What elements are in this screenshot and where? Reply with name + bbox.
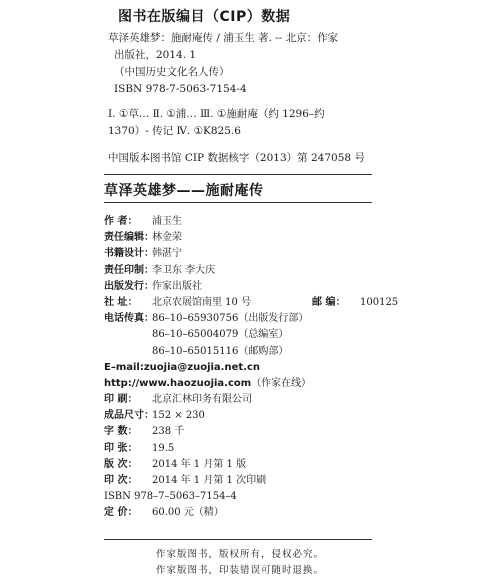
cip-record [108, 30, 468, 140]
sheets-value: 19.5 [152, 442, 175, 454]
postcode-label: 邮 编： [312, 296, 346, 308]
impression-value: 2014 年 1 月第 1 次印刷 [152, 475, 267, 486]
copyright-line: 作家版图书，版权所有，侵权必究。 [155, 549, 324, 560]
info-row-printing [104, 263, 464, 279]
postcode-value: 100125 [360, 296, 399, 308]
designer-value: 韩湛宁 [152, 248, 182, 260]
printing-label: 责任印制： [104, 264, 154, 276]
divider-top [104, 174, 372, 175]
info-row-isbn [104, 489, 464, 505]
info-row-author [104, 214, 464, 230]
info-row-price [104, 505, 464, 521]
words-label: 字 数： [104, 426, 138, 438]
info-row-phone [104, 311, 464, 327]
size-label: 成品尺寸： [104, 410, 154, 422]
isbn: ISBN 978–7–5063–7154–4 [104, 491, 237, 503]
phone-value: 86–10–65015116（邮购部） [152, 345, 289, 357]
price-value: 60.00 元（精） [152, 507, 224, 519]
cip-classification: Ⅰ. ①草… Ⅱ. ①浦… Ⅲ. ①施耐庵（约 1296–约 [108, 108, 325, 120]
info-row-words [104, 424, 464, 440]
divider-bottom [104, 539, 372, 540]
publisher-label: 出版发行： [104, 280, 154, 292]
author-value: 浦玉生 [152, 216, 182, 227]
price-label: 定 价： [104, 507, 138, 519]
edition-value: 2014 年 1 月第 1 版 [152, 458, 247, 470]
info-row-designer [104, 246, 464, 262]
cip-data-number: 中国版本图书馆 CIP 数据核字（2013）第 247058 号 [108, 152, 365, 164]
email: E–mail:zuojia@zuojia.net.cn [104, 361, 261, 373]
cip-isbn: ISBN 978-7-5063-7154-4 [114, 83, 247, 95]
printer-value: 北京汇林印务有限公司 [152, 394, 252, 406]
printer-label: 印 刷： [104, 394, 138, 406]
book-title: 草泽英雄梦——施耐庵传 [104, 183, 264, 199]
cip-line: 出版社，2014. 1 [114, 49, 197, 61]
phone-value: 86–10–65004079（总编室） [152, 329, 289, 341]
info-row-website [104, 376, 464, 392]
info-row-size [104, 408, 464, 424]
info-row-printer [104, 392, 464, 408]
author-label: 作 者： [104, 216, 138, 227]
sheets-label: 印 张： [104, 442, 138, 454]
info-row-impression [104, 473, 464, 489]
editor-value: 林金荣 [152, 232, 182, 244]
info-row-editor [104, 230, 464, 246]
info-row-phone [104, 344, 464, 360]
info-row-sheets [104, 441, 464, 457]
address-label: 社 址： [104, 296, 138, 308]
publisher-value: 作家出版社 [152, 280, 202, 292]
cip-series: （中国历史文化名人传） [114, 66, 230, 78]
edition-label: 版 次： [104, 458, 138, 470]
replacement-line: 作家版图书，印装错误可随时退换。 [155, 565, 324, 576]
words-value: 238 千 [152, 426, 185, 438]
website-note: （作家在线） [251, 377, 312, 389]
website-url: http://www.haozuojia.com [104, 377, 252, 389]
postcode [312, 295, 398, 311]
cip-heading: 图书在版编目（CIP）数据 [118, 9, 291, 25]
copyright-notice [0, 547, 480, 579]
cip-classification: 1370）- 传记 Ⅳ. ①K825.6 [108, 125, 241, 137]
publication-info [104, 214, 464, 522]
info-row-email [104, 360, 464, 376]
phone-value: 86–10–65930756（出版发行部） [152, 313, 309, 325]
phone-label: 电话传真： [104, 313, 154, 325]
designer-label: 书籍设计： [104, 248, 154, 260]
address-value: 北京农展馆南里 10 号 [152, 296, 252, 308]
printing-value: 李卫东 李大庆 [152, 264, 216, 276]
size-value: 152 × 230 [152, 410, 205, 422]
info-row-phone [104, 327, 464, 343]
cip-line: 草泽英雄梦：施耐庵传 / 浦玉生 著. -- 北京：作家 [108, 32, 339, 44]
info-row-edition [104, 457, 464, 473]
divider-title [104, 202, 372, 203]
info-row-publisher [104, 279, 464, 295]
editor-label: 责任编辑： [104, 232, 154, 244]
info-row-address [104, 295, 464, 311]
impression-label: 印 次： [104, 475, 138, 486]
